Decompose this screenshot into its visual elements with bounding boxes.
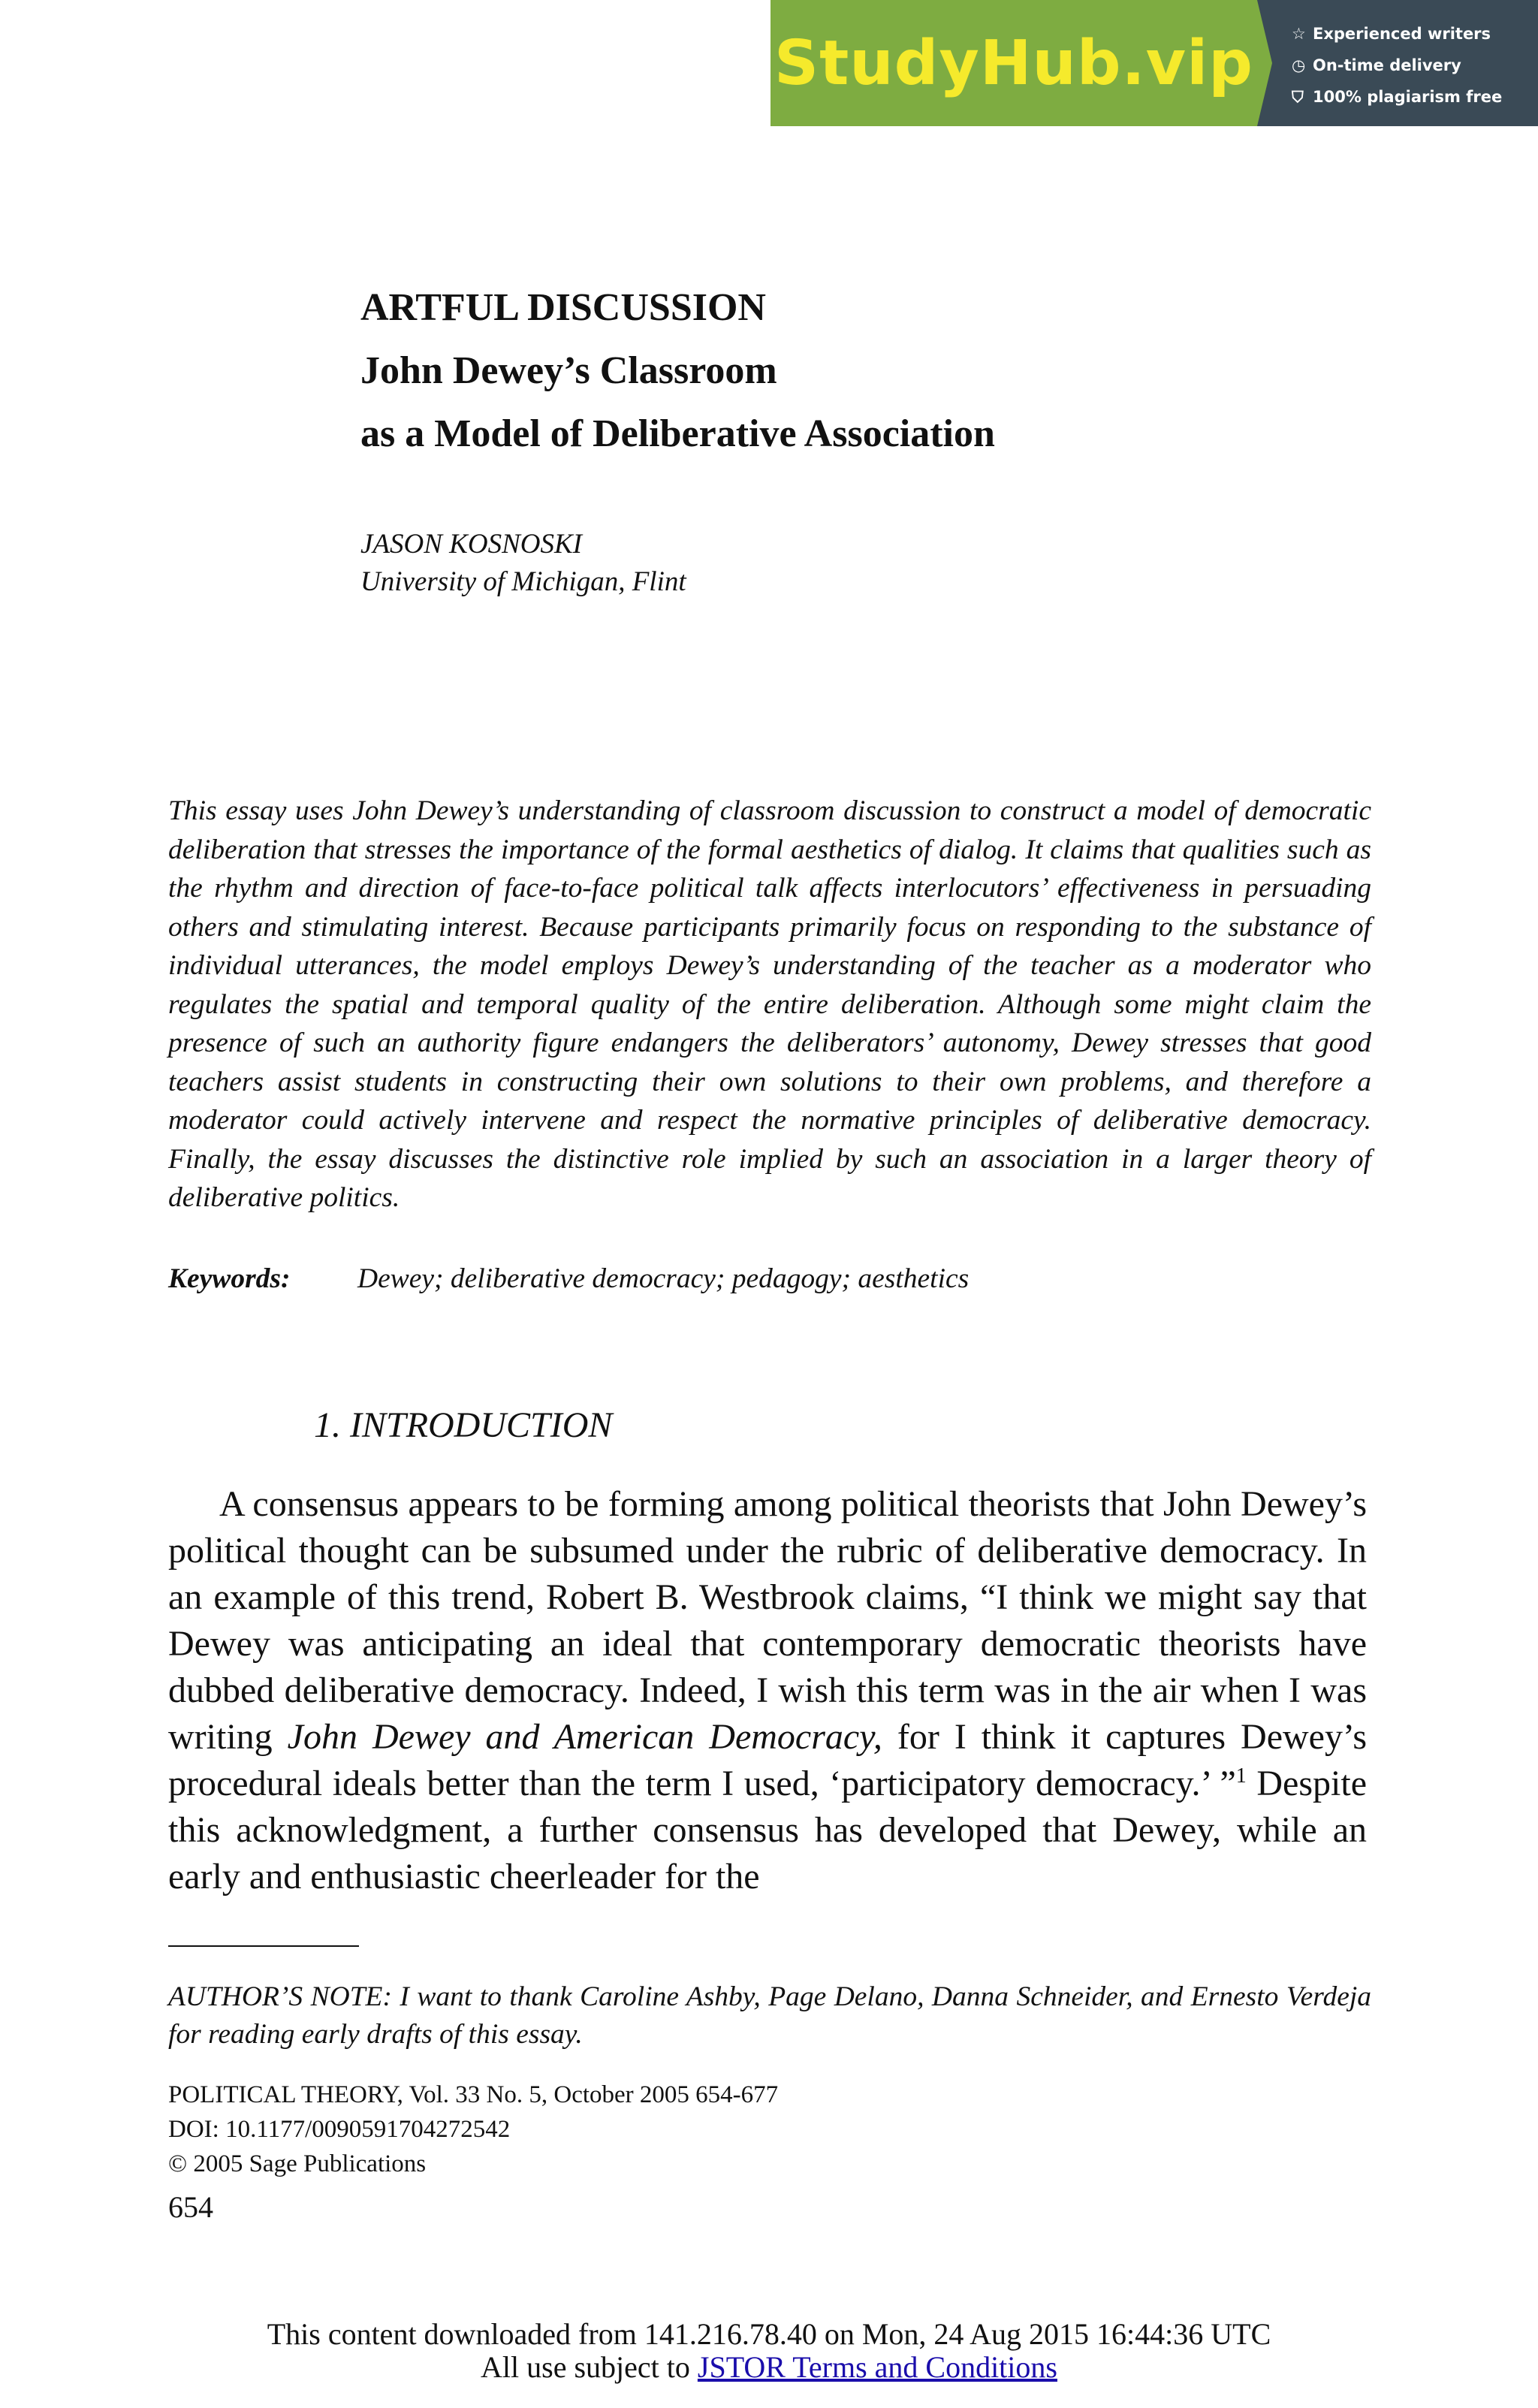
abstract: This essay uses John Dewey’s understanding of classroom discussion to construct a model of democratic deliberation that stresses the importance of the formal aesthetics of dialog. It claims that qualities such as the rhythm and direction of face-to-face political talk affects interlocutors’ effectiveness in persuading others and stimulating interest. Because participants primarily focus on responding to the substance of individual utterances, the model employs Dewey’s understanding of the teacher as a moderator who regulates the spatial and temporal quality of the entire deliberation. Although some might claim the presence of such an authority figure endangers the deliberators’ autonomy, Dewey stresses that good teachers assist students in constructing their own solutions to their own problems, and therefore a moderator could actively intervene and respect the normative principles of deliberative democracy. Finally, the essay discusses the distinctive role implied by such an association in a larger theory of deliberative politics. [168,795,1371,1213]
studyhub-banner[interactable] [771,0,1538,126]
shield-icon: ⛉ [1292,88,1304,106]
feature-item: ◷ On-time delivery [1292,50,1538,81]
title-line: as a Model of Deliberative Association [360,412,995,455]
author-block [360,526,686,601]
journal-citation: POLITICAL THEORY, Vol. 33 No. 5, October 2005 654-677 [168,2081,779,2108]
footnote-ref[interactable]: 1 [1235,1764,1247,1788]
banner-features [1257,0,1538,126]
title-line: John Dewey’s Classroom [360,349,777,392]
logo-text: StudyHub.vip [774,27,1253,99]
footnote-divider [168,1945,359,1947]
keywords [168,1260,969,1298]
clock-icon: ◷ [1292,56,1306,74]
paragraph: A consensus appears to be forming among political theorists that John Dewey’s political thought can be subsumed under the rubric of deliberative democracy. In an example of this trend, Robert B. Westbrook claims, “I think we might say that Dewey was anticipating an ideal that contemporary democratic theorists have dubbed deliberative democracy. Indeed, I wish this term was in the air when I was writing John Dewey and American Democracy, for I think it captures Dewey’s procedural ideals better than the term I used, ‘participatory democracy.’ ”$^1$ Despite this acknowledgment, a further consensus has developed that Dewey, while an early and enthusiastic cheerleader for the [168,1484,1367,1897]
keywords-label: Keywords: [168,1263,291,1294]
author-name: JASON KOSNOSKI [360,529,582,560]
download-notice: This content downloaded from 141.216.78.40 on Mon, 24 Aug 2015 16:44:36 UTC [267,2317,1271,2351]
publication-info [168,2078,778,2181]
studyhub-logo[interactable] [771,0,1257,126]
author-affiliation: University of Michigan, Flint [360,566,686,597]
terms-line: All use subject to JSTOR Terms and Conditions [481,2350,1057,2384]
page-number: 654 [168,2190,213,2224]
book-title: John Dewey and American Democracy, [287,1717,882,1757]
copyright: © 2005 Sage Publications [168,2150,427,2177]
author-note: AUTHOR’S NOTE: I want to thank Caroline Ashby, Page Delano, Danna Schneider, and Ernesto Verdeja for reading early drafts of this essay. [168,1981,1372,2050]
doi: DOI: 10.1177/0090591704272542 [168,2116,511,2143]
star-icon: ☆ [1292,25,1306,43]
download-footer [0,2318,1538,2384]
section-heading: 1. INTRODUCTION [314,1405,613,1445]
feature-item: ⛉ 100% plagiarism free [1292,81,1538,113]
article-title [360,276,995,466]
keywords-list: Dewey; deliberative democracy; pedagogy; aesthetics [357,1263,970,1294]
body-text [168,1481,1367,1900]
feature-item: ☆ Experienced writers [1292,18,1538,50]
title-line: ARTFUL DISCUSSION [360,286,766,329]
jstor-terms-link[interactable]: JSTOR Terms and Conditions [697,2350,1057,2384]
